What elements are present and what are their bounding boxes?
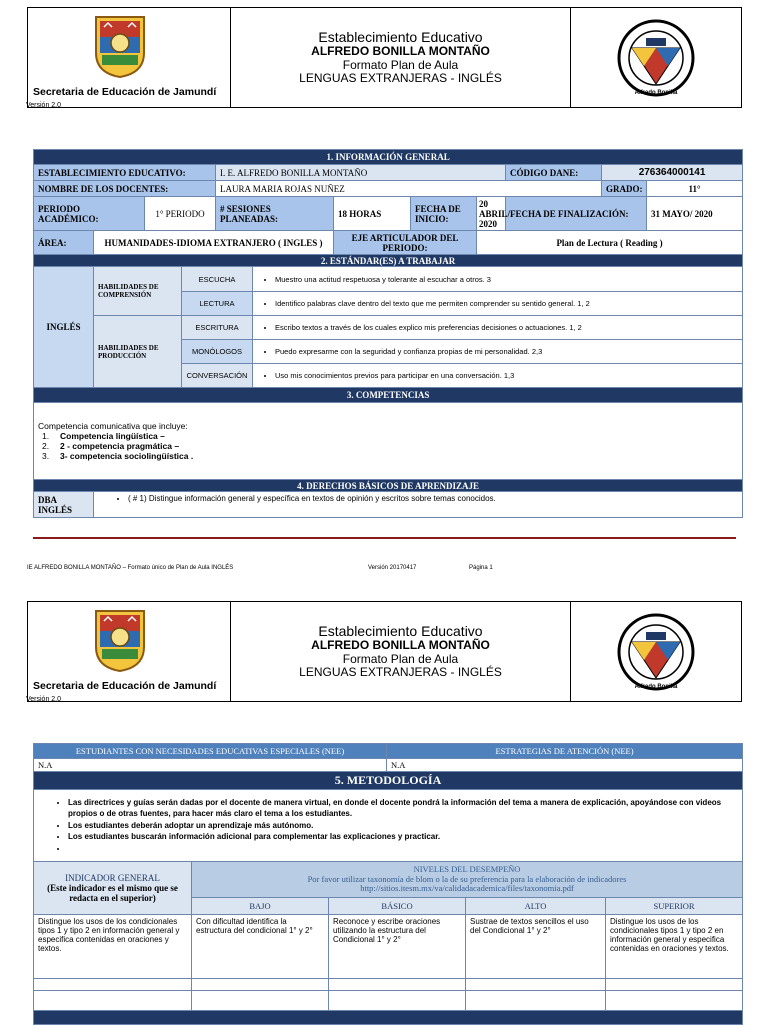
- empty-cell: [329, 991, 466, 1011]
- skill-conversacion: CONVERSACIÓN: [182, 364, 253, 388]
- niveles-header: [192, 862, 743, 898]
- nee-header-strategies: ESTRATEGIAS DE ATENCIÓN (NEE): [387, 744, 743, 759]
- competencia-item-2: 2. 2 - competencia pragmática –: [42, 441, 180, 451]
- empty-cell: [606, 991, 743, 1011]
- jamundi-coat-of-arms-icon: [90, 607, 150, 673]
- sesiones-value: 18 HORAS: [334, 197, 411, 231]
- sesiones-label: # SESIONES PLANEADAS:: [216, 197, 334, 231]
- grado-label: GRADO:: [602, 181, 647, 197]
- title-school-name: ALFREDO BONILLA MONTAÑO: [311, 44, 490, 59]
- standard-escucha-text: • Muestro una actitud respetuosa y tolerante al escuchar a otros. 3: [275, 275, 738, 284]
- version-label: Versión 2.0: [26, 102, 62, 109]
- indicador-title: INDICADOR GENERAL: [65, 873, 160, 883]
- next-section-bar: [34, 1011, 743, 1025]
- niveles-url: http://sitios.itesm.mx/va/calidadacademica/files/taxonomia.pdf: [360, 883, 574, 894]
- inicio-value: 20 ABRIL/ 2020: [477, 197, 506, 231]
- niveles-title: NIVELES DEL DESEMPEÑO: [413, 863, 521, 874]
- title-area: LENGUAS EXTRANJERAS - INGLÉS: [299, 70, 502, 85]
- establecimiento-label: ESTABLECIMIENTO EDUCATIVO:: [34, 165, 216, 181]
- docentes-label: NOMBRE DE LOS DOCENTES:: [34, 181, 216, 197]
- header-title-cell: [231, 8, 571, 107]
- eje-value: Plan de Lectura ( Reading ): [477, 231, 743, 255]
- desempeno-bajo: Con dificultad identifica la estructura del condicional 1° y 2°: [192, 915, 329, 979]
- indicador-general-text: Distingue los usos de los condicionales tipos 1 y tipo 2 en información general y especifica contenidas en oraciones y textos.: [34, 915, 192, 979]
- eje-label: EJE ARTICULADOR DEL PERIODO:: [334, 231, 477, 255]
- standard-monologos-text: • Puedo expresarme con la seguridad y confianza propias de mi personalidad. 2,3: [275, 347, 738, 356]
- level-basico: BÁSICO: [329, 898, 466, 915]
- desempeno-alto: Sustrae de textos sencillos el uso del Condicional 1° y 2°: [466, 915, 606, 979]
- habilidades-comprension: HABILIDADES DE COMPRENSIÓN: [94, 267, 182, 316]
- empty-cell: [192, 991, 329, 1011]
- standard-monologos: [253, 340, 743, 364]
- empty-cell: [34, 979, 192, 991]
- standard-escucha: [253, 267, 743, 292]
- page-divider: [33, 537, 736, 539]
- subject-ingles: INGLÉS: [34, 267, 94, 388]
- seal-text: Alfredo Bonilla: [634, 683, 678, 690]
- version-label: Versión 2.0: [26, 696, 62, 703]
- competencia-item-1: 1. Competencia lingüística –: [42, 431, 165, 441]
- establecimiento-value: I. E. ALFREDO BONILLA MONTAÑO: [216, 165, 506, 181]
- empty-cell: [466, 991, 606, 1011]
- dba-text: • ( # 1) Distingue información general y específica en textos de opinión y escritos sobre temas conocidos.: [128, 494, 738, 503]
- title-establecimiento: Establecimiento Educativo: [318, 29, 483, 46]
- competencias-content: [34, 403, 743, 480]
- fin-value: 31 MAYO/ 2020: [647, 197, 743, 231]
- metodologia-bullet-1: • Las directrices y guías serán dadas por el docente de manera virtual, en donde el docente pondrá la información del tema a manera de explicación, apoyándose con videos propios o de otras fuentes, para hacer más claro el tema a los estudiantes.: [68, 797, 738, 820]
- competencias-intro: Competencia comunicativa que incluye:: [38, 421, 188, 431]
- standard-escritura: [253, 316, 743, 340]
- indicador-general-header: [34, 862, 192, 915]
- level-alto: ALTO: [466, 898, 606, 915]
- level-bajo: BAJO: [192, 898, 329, 915]
- indicador-note: (Este indicador es el mismo que se redacta en el superior): [47, 883, 178, 903]
- section-competencias: 3. COMPETENCIAS: [34, 388, 743, 403]
- section-estandares: 2. ESTÁNDAR(ES) A TRABAJAR: [34, 255, 743, 267]
- skill-monologos: MONÓLOGOS: [182, 340, 253, 364]
- header-logo-cell: [28, 8, 231, 107]
- title-formato: Formato Plan de Aula: [342, 651, 459, 666]
- section-metodologia: 5. METODOLOGÍA: [34, 772, 743, 790]
- skill-lectura: LECTURA: [182, 292, 253, 316]
- secretaria-label: Secretaria de Educación de Jamundí: [33, 680, 217, 692]
- metodologia-content: [34, 790, 743, 862]
- plan-methodology-table: [33, 743, 742, 1025]
- header-title-cell-2: [231, 602, 571, 701]
- metodologia-bullet-3: • Los estudiantes buscarán información adicional para complementar las explicaciones y practicar.: [68, 831, 738, 843]
- empty-cell: [329, 979, 466, 991]
- standard-lectura: [253, 292, 743, 316]
- empty-cell: [466, 979, 606, 991]
- nee-value-students: N.A: [34, 759, 387, 772]
- standard-escritura-text: • Escribo textos a través de los cuales explico mis preferencias decisiones o actuaciones. 1, 2: [275, 323, 738, 332]
- metodologia-bullet-4: [68, 843, 738, 855]
- title-school-name: ALFREDO BONILLA MONTAÑO: [311, 638, 490, 653]
- secretaria-label: Secretaria de Educación de Jamundí: [33, 86, 217, 98]
- standard-conversacion: [253, 364, 743, 388]
- inicio-label: FECHA DE INICIO:: [411, 197, 477, 231]
- skill-escucha: ESCUCHA: [182, 267, 253, 292]
- header-seal-cell: [571, 8, 741, 107]
- header-logo-cell-2: [28, 602, 231, 701]
- metodologia-bullet-2: • Los estudiantes deberán adoptar un aprendizaje más autónomo.: [68, 820, 738, 832]
- title-formato: Formato Plan de Aula: [342, 57, 459, 72]
- niveles-note: Por favor utilizar taxonomía de blom o la de su preferencia para la elaboración de indicadores: [307, 873, 627, 884]
- area-value: HUMANIDADES-IDIOMA EXTRANJERO ( INGLES ): [94, 231, 334, 255]
- jamundi-coat-of-arms-icon: [90, 13, 150, 79]
- section-dba: 4. DERECHOS BÁSICOS DE APRENDIZAJE: [34, 480, 743, 492]
- section-informacion-general: 1. INFORMACIÓN GENERAL: [34, 150, 743, 165]
- competencia-item-3: 3. 3- competencia sociolingüística .: [42, 451, 194, 461]
- footer-page: Página 1: [469, 565, 493, 571]
- school-seal-icon: [616, 612, 696, 692]
- dba-label: DBA INGLÉS: [34, 492, 94, 518]
- title-establecimiento: Establecimiento Educativo: [318, 623, 483, 640]
- dane-value: 276364000141: [602, 165, 743, 181]
- dba-content: [94, 492, 743, 518]
- document-header-page-2: [27, 601, 742, 702]
- seal-text: Alfredo Bonilla: [634, 89, 678, 96]
- nee-value-strategies: N.A: [387, 759, 743, 772]
- docentes-value: LAURA MARIA ROJAS NUÑEZ: [216, 181, 602, 197]
- nee-header-students: ESTUDIANTES CON NECESIDADES EDUCATIVAS ESPECIALES (NEE): [34, 744, 387, 759]
- header-seal-cell-2: [571, 602, 741, 701]
- empty-cell: [606, 979, 743, 991]
- standard-conversacion-text: • Uso mis conocimientos previos para participar en una conversación. 1,3: [275, 371, 738, 380]
- grado-value: 11°: [647, 181, 743, 197]
- standard-lectura-text: • Identifico palabras clave dentro del texto que me permiten comprender su sentido general. 1, 2: [275, 299, 738, 308]
- desempeno-basico: Reconoce y escribe oraciones utilizando la estructura del Condicional 1° y 2°: [329, 915, 466, 979]
- document-header: [27, 7, 742, 108]
- empty-cell: [192, 979, 329, 991]
- habilidades-produccion: HABILIDADES DE PRODUCCIÓN: [94, 316, 182, 388]
- title-area: LENGUAS EXTRANJERAS - INGLÉS: [299, 664, 502, 679]
- periodo-value: 1° PERIODO: [145, 197, 216, 231]
- desempeno-superior: Distingue los usos de los condicionales tipos 1 y tipo 2 en información general y especifica contenidas en oraciones y textos.: [606, 915, 743, 979]
- plan-general-table: [33, 149, 742, 518]
- fin-label: FECHA DE FINALIZACIÓN:: [506, 197, 647, 231]
- periodo-label: PERIODO ACADÉMICO:: [34, 197, 145, 231]
- area-label: ÁREA:: [34, 231, 94, 255]
- school-seal-icon: [616, 18, 696, 98]
- dane-label: CÓDIGO DANE:: [506, 165, 602, 181]
- footer-left: IE ALFREDO BONILLA MONTAÑO – Formato único de Plan de Aula INGLÉS: [27, 565, 234, 571]
- empty-cell: [34, 991, 192, 1011]
- skill-escritura: ESCRITURA: [182, 316, 253, 340]
- footer-version: Versión 20170417: [368, 565, 417, 571]
- level-superior: SUPERIOR: [606, 898, 743, 915]
